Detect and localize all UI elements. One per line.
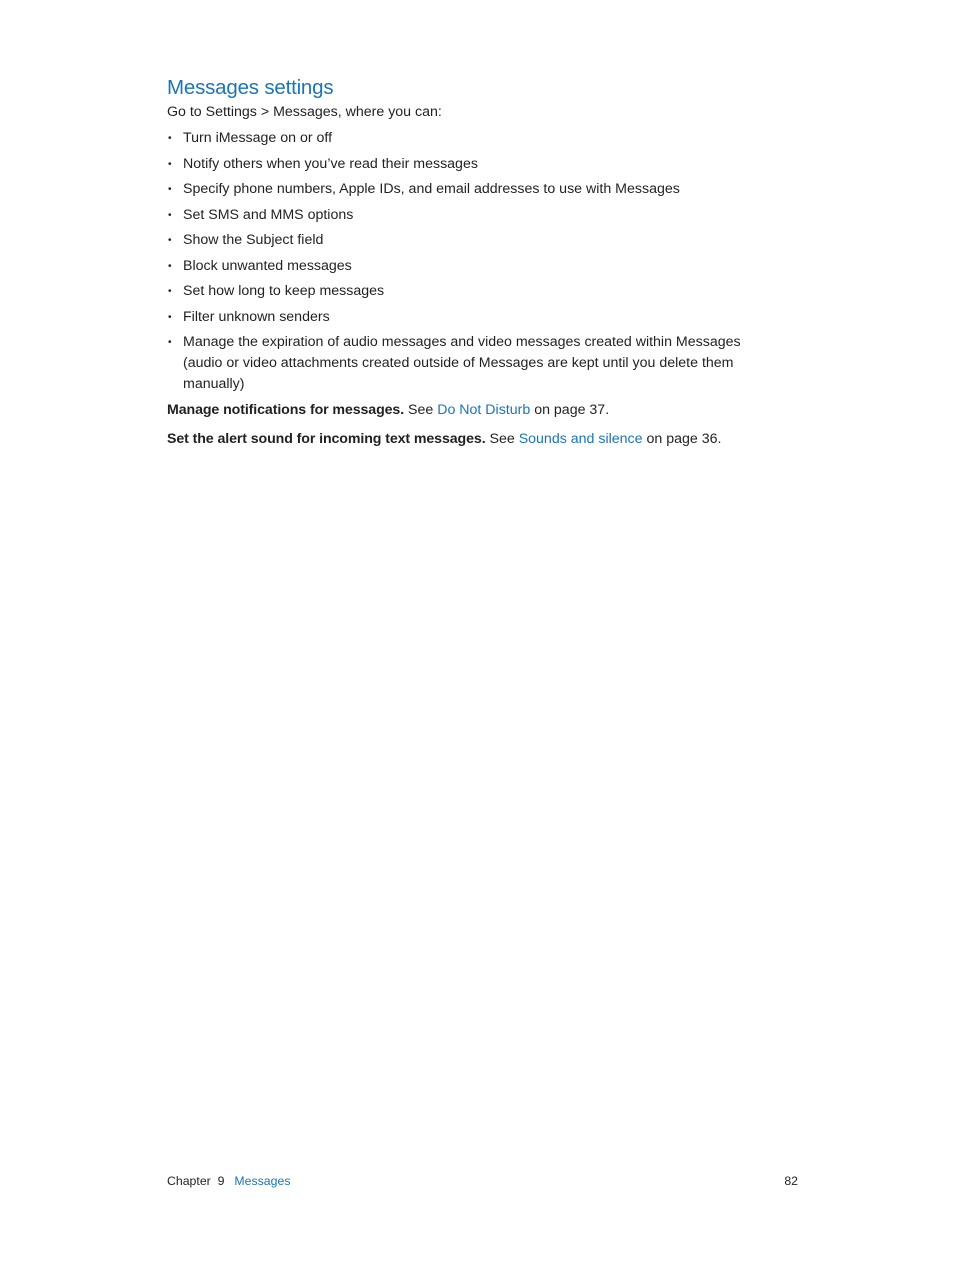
bullet-icon: •: [168, 286, 172, 297]
list-item-text: Set SMS and MMS options: [183, 206, 354, 223]
footer-chapter: Chapter 9: [167, 1174, 225, 1188]
footer-section-link[interactable]: Messages: [234, 1174, 291, 1188]
list-item-text: Turn iMessage on or off: [183, 130, 333, 146]
list-item: [167, 332, 767, 395]
settings-list: [167, 128, 767, 395]
list-item-text: Show the Subject field: [183, 232, 324, 248]
list-item-text: Manage the expiration of audio messages and video messages created within Messages (audio or video attachments created outside of Messages are kept until you delete them manually): [183, 334, 741, 392]
intro-text: Go to Settings > Messages, where you can:: [167, 104, 442, 120]
list-item: [167, 256, 767, 277]
list-item: [167, 307, 767, 328]
see-text: See: [485, 430, 519, 447]
section-heading: Messages settings: [167, 76, 334, 99]
alert-sound-lead: Set the alert sound for incoming text messages.: [167, 430, 486, 447]
bullet-icon: •: [168, 260, 172, 272]
list-item: [167, 281, 767, 302]
page-ref-text: on page 37.: [530, 401, 610, 418]
list-item-text: Filter unknown senders: [183, 308, 330, 325]
list-item: [167, 154, 767, 175]
do-not-disturb-link[interactable]: Do Not Disturb: [437, 401, 531, 418]
bullet-icon: •: [168, 311, 172, 323]
list-item: [167, 179, 767, 200]
list-item-text: Set how long to keep messages: [183, 283, 385, 299]
alert-sound-paragraph: [167, 429, 767, 449]
page-footer: [167, 1172, 798, 1190]
sounds-and-silence-link[interactable]: Sounds and silence: [518, 430, 643, 447]
bullet-icon: •: [168, 158, 172, 170]
main-content: [167, 74, 767, 449]
bullet-icon: •: [168, 209, 172, 221]
list-item-text: Specify phone numbers, Apple IDs, and email addresses to use with Messages: [183, 181, 680, 197]
list-item-text: Notify others when you’ve read their messages: [183, 155, 478, 172]
notifications-paragraph: [167, 400, 767, 420]
bullet-icon: •: [168, 337, 172, 348]
list-item: [167, 230, 767, 251]
bullet-icon: •: [168, 133, 172, 144]
page-ref-text: on page 36.: [642, 430, 722, 447]
bullet-icon: •: [168, 184, 172, 195]
see-text: See: [404, 401, 438, 418]
bullet-icon: •: [168, 235, 172, 246]
list-item: [167, 128, 767, 149]
list-item-text: Block unwanted messages: [183, 257, 352, 274]
list-item: [167, 205, 767, 226]
page-number: 82: [784, 1174, 798, 1188]
notifications-lead: Manage notifications for messages.: [167, 401, 405, 418]
